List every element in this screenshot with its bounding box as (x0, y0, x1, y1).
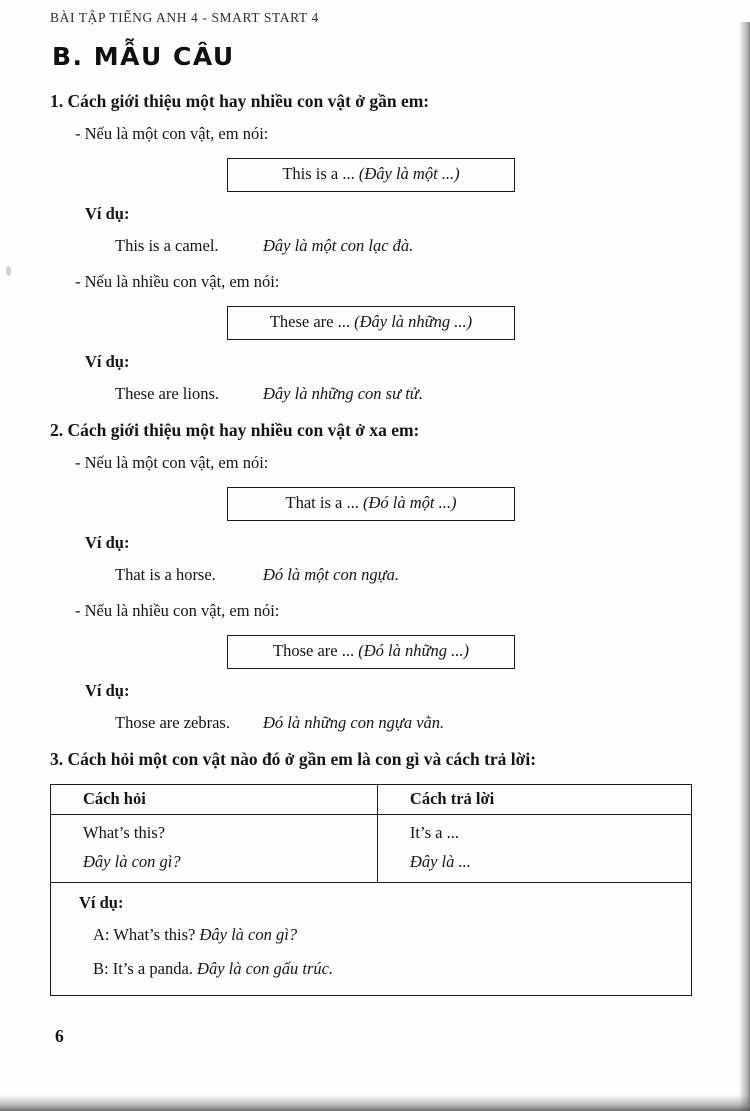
pattern-box-this-is (227, 158, 515, 192)
section-title: B. MẪU CÂU (52, 42, 235, 71)
example-line (115, 713, 692, 733)
example-line (115, 565, 692, 585)
table-example-cell (51, 883, 692, 996)
dialog-line-b (93, 959, 681, 979)
page-header: BÀI TẬP TIẾNG ANH 4 - SMART START 4 (50, 10, 319, 25)
question-vi: Đây là con gì? (83, 852, 181, 871)
pattern-en: Those are ... (273, 641, 359, 660)
table-row (51, 815, 692, 883)
pattern-box-these-are (227, 306, 515, 340)
condition-plural-far: - Nếu là nhiều con vật, em nói: (75, 601, 280, 620)
vi-du-label: Ví dụ: (85, 533, 130, 552)
table-example-row (51, 883, 692, 996)
example-en: Those are zebras. (115, 713, 230, 732)
table-header-answer: Cách trả lời (377, 785, 691, 815)
condition-singular-far: - Nếu là một con vật, em nói: (75, 453, 269, 472)
question-answer-table (50, 784, 692, 996)
dialog-a-vi: Đây là con gì? (199, 925, 298, 944)
scan-shadow-bottom (0, 1095, 750, 1111)
pattern-en: That is a ... (285, 493, 363, 512)
vi-du-label: Ví dụ: (85, 352, 130, 371)
pattern-vi: (Đây là những ...) (354, 312, 473, 331)
pattern-vi: (Đây là một ...) (358, 164, 460, 183)
example-en: That is a horse. (115, 565, 216, 584)
example-line (115, 384, 692, 404)
dialog-line-a (93, 925, 681, 945)
condition-singular-near: - Nếu là một con vật, em nói: (75, 124, 269, 143)
example-en: These are lions. (115, 384, 220, 403)
vi-du-label: Ví dụ: (79, 893, 124, 912)
answer-en: It’s a ... (409, 823, 459, 842)
answer-cell (377, 815, 691, 883)
dialog-b-vi: Đây là con gấu trúc. (197, 959, 334, 978)
pattern-box-that-is (227, 487, 515, 521)
example-vi: Đó là một con ngựa. (263, 565, 399, 584)
section-3-heading: 3. Cách hỏi một con vật nào đó ở gần em là con gì và cách trả lời: (50, 749, 537, 769)
question-en: What’s this? (83, 823, 166, 842)
dialog-b-en: B: It’s a panda. (93, 959, 198, 978)
page-number: 6 (55, 1026, 64, 1046)
example-line (115, 236, 692, 256)
example-vi: Đó là những con ngựa vằn. (263, 713, 445, 732)
condition-plural-near: - Nếu là nhiều con vật, em nói: (75, 272, 280, 291)
pattern-en: This is a ... (282, 164, 359, 183)
dialog-a-en: A: What’s this? (93, 925, 200, 944)
section-2-heading: 2. Cách giới thiệu một hay nhiều con vật ở xa em: (50, 420, 420, 440)
example-en: This is a camel. (115, 236, 219, 255)
table-header-row (51, 785, 692, 815)
pattern-vi: (Đó là một ...) (362, 493, 457, 512)
pattern-vi: (Đó là những ...) (358, 641, 469, 660)
pattern-box-those-are (227, 635, 515, 669)
section-1-heading: 1. Cách giới thiệu một hay nhiều con vật ở gần em: (50, 91, 430, 111)
example-vi: Đây là một con lạc đà. (263, 236, 414, 255)
table-header-question: Cách hỏi (51, 785, 378, 815)
question-cell (51, 815, 378, 883)
vi-du-label: Ví dụ: (85, 204, 130, 223)
vi-du-label: Ví dụ: (85, 681, 130, 700)
answer-vi: Đây là ... (409, 852, 471, 871)
pattern-en: These are ... (269, 312, 355, 331)
example-vi: Đây là những con sư tử. (263, 384, 423, 403)
